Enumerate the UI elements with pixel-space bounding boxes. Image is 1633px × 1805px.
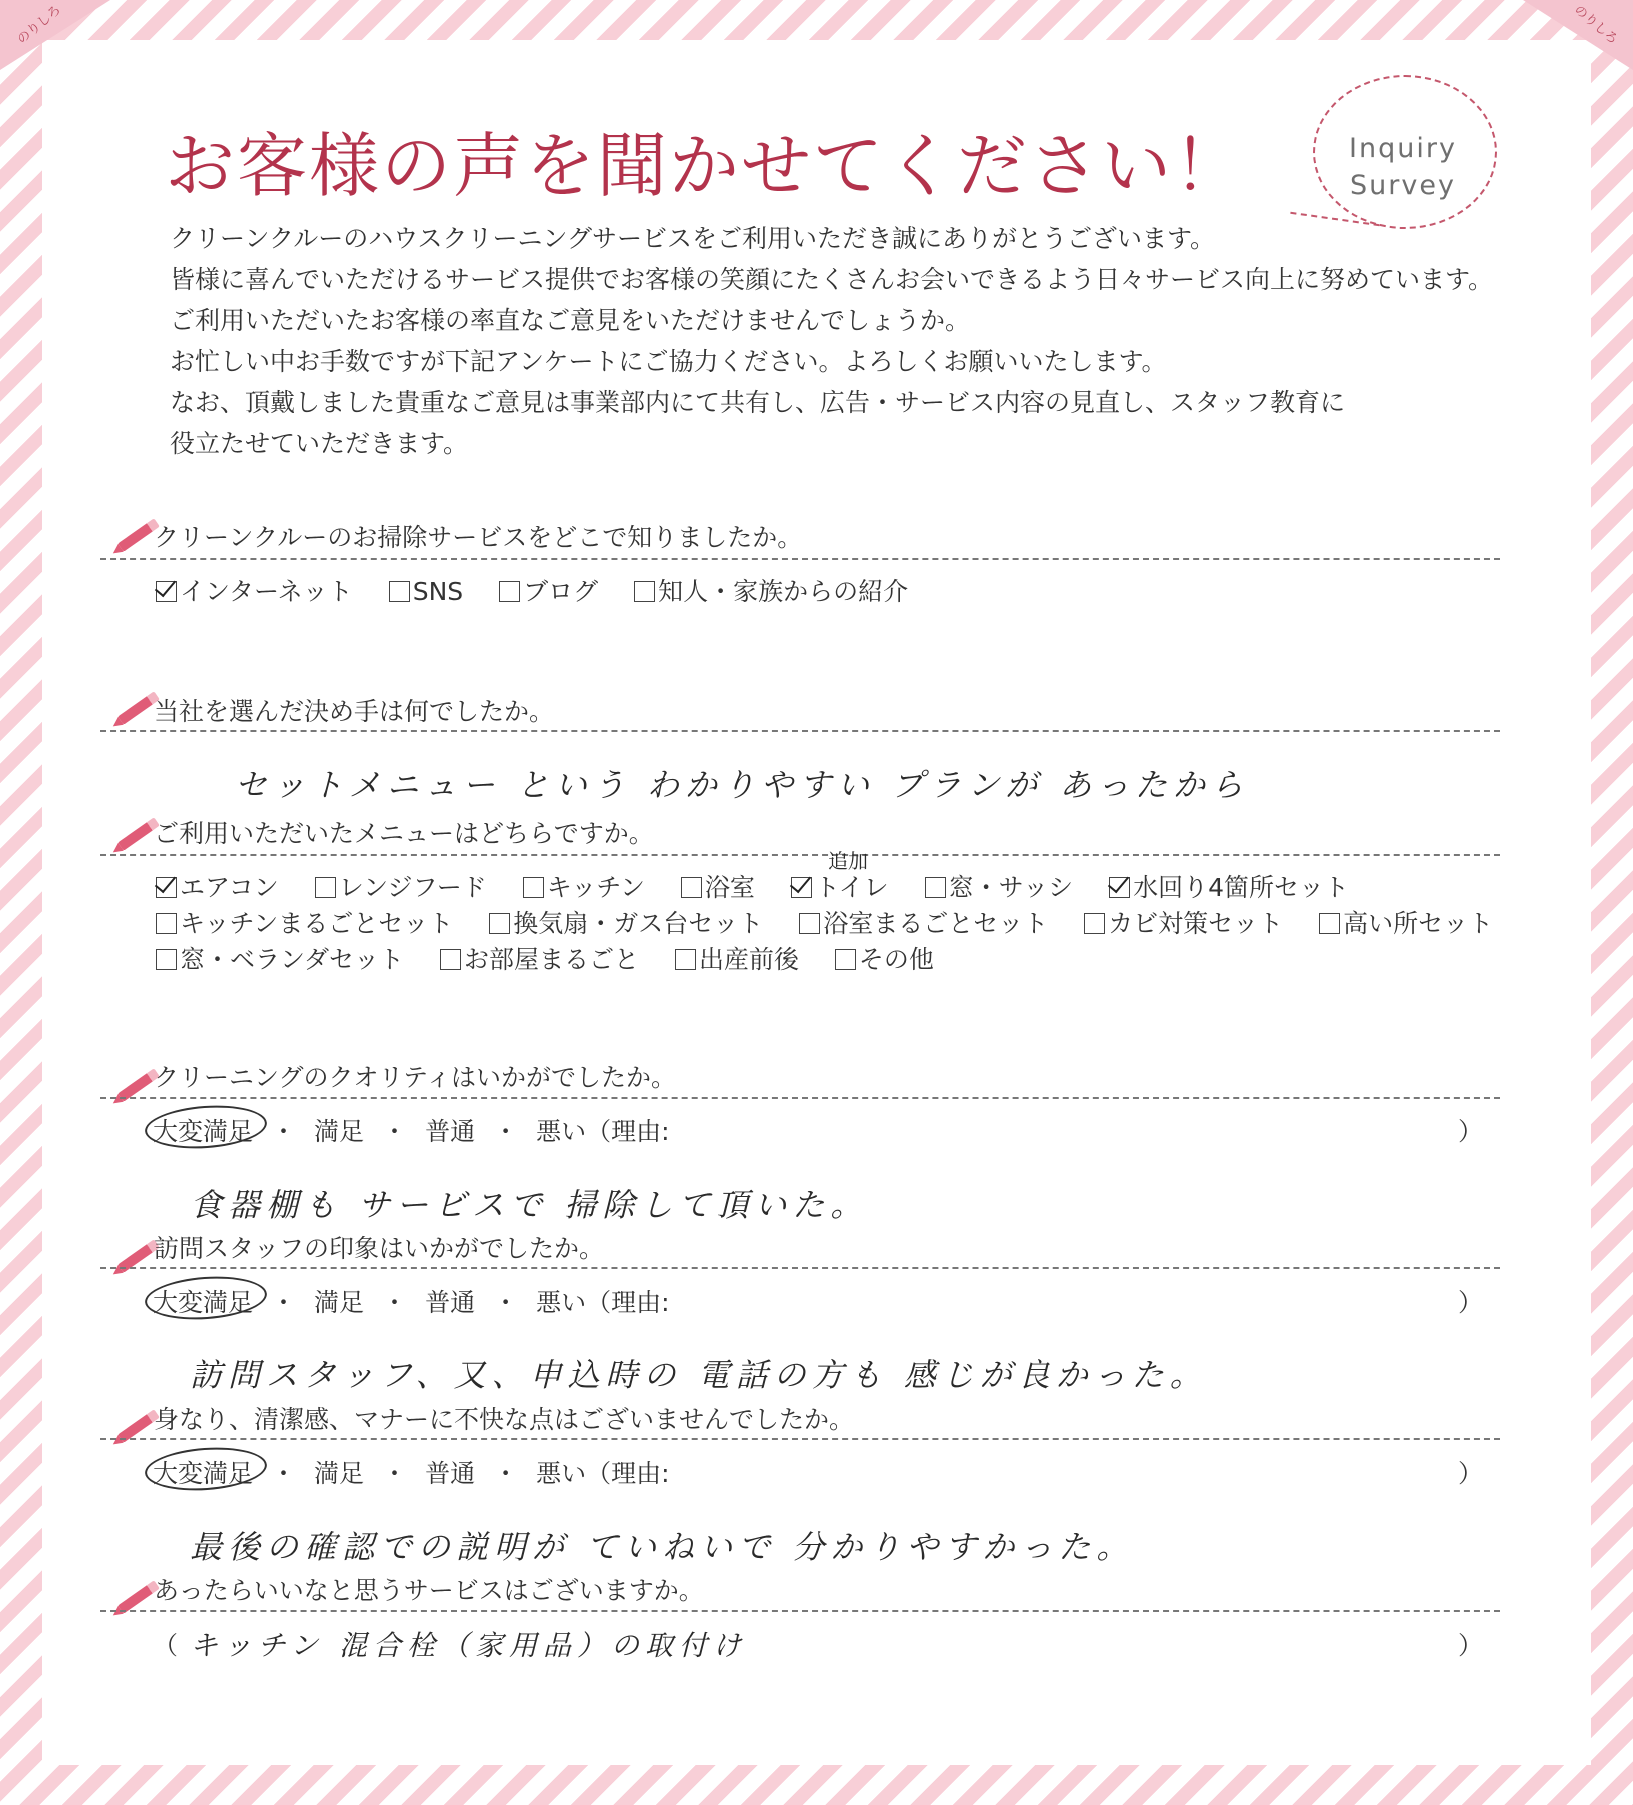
survey-badge — [1318, 130, 1488, 204]
divider — [100, 730, 1500, 732]
rating-normal[interactable] — [425, 1454, 475, 1490]
option-label: トイレ — [814, 873, 889, 902]
checkbox-icon[interactable] — [523, 877, 544, 898]
checkbox-icon[interactable] — [799, 913, 820, 934]
separator: ・ — [493, 1117, 519, 1146]
checkbox-icon[interactable] — [681, 877, 702, 898]
rating-row-5 — [153, 1283, 1483, 1319]
rating-label: 大変満足 — [153, 1288, 254, 1317]
option-kitchen[interactable] — [523, 868, 645, 904]
divider — [100, 558, 1500, 560]
question-6: 身なり、清潔感、マナーに不快な点はございませんでしたか。 — [154, 1405, 855, 1434]
rating-bad[interactable] — [536, 1283, 669, 1319]
separator: ・ — [382, 1117, 408, 1146]
separator: ・ — [271, 1288, 297, 1317]
checkbox-icon[interactable] — [1319, 913, 1340, 934]
q3-options-row3 — [156, 940, 962, 976]
rating-very-satisfied[interactable] — [153, 1454, 253, 1490]
option-label: インターネット — [180, 577, 353, 606]
option-label: カビ対策セット — [1108, 909, 1284, 938]
rating-satisfied[interactable] — [314, 1283, 364, 1319]
option-high-place-set[interactable] — [1319, 904, 1493, 940]
handwritten-note: 追加 — [828, 849, 868, 873]
option-room[interactable] — [440, 940, 639, 976]
rating-label: 悪い（理由: — [536, 1459, 670, 1488]
checkbox-icon[interactable] — [489, 913, 510, 934]
option-label: 浴室まるごとセット — [823, 909, 1049, 938]
option-label: エアコン — [180, 873, 279, 902]
rating-label: 満足 — [314, 1117, 365, 1146]
rating-row-4 — [153, 1112, 1483, 1148]
rating-very-satisfied[interactable] — [153, 1283, 253, 1319]
q3-options-row2 — [156, 904, 1521, 940]
handwritten-answer-5: 訪問スタッフ、又、申込時の 電話の方も 感じが良かった。 — [190, 1356, 1208, 1394]
option-window-sash[interactable] — [925, 868, 1074, 904]
checkbox-checked-icon[interactable] — [791, 877, 812, 898]
question-4: クリーニングのクオリティはいかがでしたか。 — [154, 1063, 677, 1092]
rating-label: 満足 — [314, 1288, 365, 1317]
checkbox-checked-icon[interactable] — [1109, 877, 1130, 898]
option-bath-set[interactable] — [799, 904, 1048, 940]
option-label: キッチンまるごとセット — [180, 909, 454, 938]
open-paren: （ — [153, 1631, 179, 1660]
divider — [100, 1438, 1500, 1440]
checkbox-icon[interactable] — [156, 949, 177, 970]
option-childbirth[interactable] — [675, 940, 799, 976]
corner-label-right: のりしろ — [1570, 2, 1621, 48]
question-2: 当社を選んだ決め手は何でしたか。 — [154, 697, 555, 726]
option-blog[interactable] — [499, 572, 598, 608]
checkbox-icon[interactable] — [634, 581, 655, 602]
rating-label: 大変満足 — [153, 1459, 254, 1488]
option-sns[interactable] — [389, 577, 463, 606]
question-5: 訪問スタッフの印象はいかがでしたか。 — [154, 1234, 605, 1263]
close-paren: ） — [1457, 1288, 1483, 1317]
checkbox-icon[interactable] — [835, 949, 856, 970]
rating-label: 普通 — [425, 1117, 476, 1146]
option-rangehood[interactable] — [315, 868, 487, 904]
question-1: クリーンクルーのお掃除サービスをどこで知りましたか。 — [154, 523, 803, 552]
option-label: 換気扇・ガス台セット — [513, 909, 764, 938]
checkbox-icon[interactable] — [440, 949, 461, 970]
separator: ・ — [271, 1459, 297, 1488]
option-aircon[interactable] — [156, 868, 279, 904]
close-paren: ） — [1457, 1631, 1483, 1660]
intro-text — [170, 218, 1493, 464]
intro-line: お忙しい中お手数ですが下記アンケートにご協力ください。よろしくお願いいたします。 — [170, 347, 1167, 376]
separator: ・ — [271, 1117, 297, 1146]
divider — [100, 1610, 1500, 1612]
handwritten-answer-2: セットメニュー という わかりやすい プランが あったから — [235, 766, 1250, 804]
close-paren: ） — [1457, 1117, 1483, 1146]
checkbox-icon[interactable] — [499, 581, 520, 602]
option-label: お部屋まるごと — [463, 945, 639, 974]
checkbox-icon[interactable] — [1084, 913, 1105, 934]
option-label: 窓・ベランダセット — [180, 945, 405, 974]
q3-options-row1 — [156, 868, 1377, 904]
option-kitchen-set[interactable] — [156, 904, 453, 940]
page-title: お客様の声を聞かせてください！ — [165, 125, 1245, 207]
option-fan-gas-set[interactable] — [489, 904, 763, 940]
checkbox-icon[interactable] — [675, 949, 696, 970]
option-label: 窓・サッシ — [948, 873, 1074, 902]
checkbox-icon[interactable] — [389, 581, 410, 602]
rating-bad[interactable] — [536, 1454, 669, 1490]
checkbox-checked-icon[interactable] — [156, 581, 177, 602]
option-label: ブログ — [523, 577, 599, 606]
option-label: 高い所セット — [1343, 909, 1494, 938]
option-label: キッチン — [546, 873, 645, 902]
option-water-4set[interactable] — [1109, 868, 1349, 904]
rating-label: 満足 — [314, 1459, 365, 1488]
checkbox-icon[interactable] — [315, 877, 336, 898]
rating-normal[interactable] — [425, 1112, 475, 1148]
rating-label: 悪い（理由: — [536, 1288, 670, 1317]
divider — [100, 1267, 1500, 1269]
option-label: 浴室 — [704, 873, 755, 902]
option-referral[interactable] — [634, 572, 908, 608]
badge-line1: Inquiry — [1349, 133, 1457, 164]
rating-very-satisfied[interactable] — [153, 1112, 253, 1148]
intro-line: 役立たせていただきます。 — [170, 429, 469, 458]
rating-satisfied[interactable] — [314, 1112, 364, 1148]
corner-label-left: のりしろ — [14, 2, 65, 48]
option-other[interactable] — [835, 940, 934, 976]
handwritten-answer-7: キッチン 混合栓（家用品）の取付け — [190, 1629, 747, 1662]
intro-line: ご利用いただいたお客様の率直なご意見をいただけませんでしょうか。 — [170, 306, 971, 335]
separator: ・ — [382, 1459, 408, 1488]
rating-row-6 — [153, 1454, 1483, 1490]
handwritten-answer-4: 食器棚も サービスで 掃除して頂いた。 — [190, 1186, 869, 1224]
question-7: あったらいいなと思うサービスはございますか。 — [154, 1576, 704, 1605]
separator: ・ — [382, 1288, 408, 1317]
option-internet[interactable] — [156, 572, 353, 608]
checkbox-checked-icon[interactable] — [156, 877, 177, 898]
separator: ・ — [493, 1288, 519, 1317]
divider — [100, 854, 1500, 856]
option-label: 知人・家族からの紹介 — [658, 577, 909, 606]
rating-label: 普通 — [425, 1459, 476, 1488]
intro-line: なお、頂戴しました貴重なご意見は事業部内にて共有し、広告・サービス内容の見直し、スタッフ教育に — [170, 388, 1346, 417]
corner-tab-left — [0, 0, 120, 80]
question-3: ご利用いただいたメニューはどちらですか。 — [154, 819, 654, 848]
divider — [100, 1097, 1500, 1099]
checkbox-icon[interactable] — [925, 877, 946, 898]
option-bathroom[interactable] — [681, 868, 755, 904]
corner-tab-right — [1513, 0, 1633, 80]
rating-normal[interactable] — [425, 1283, 475, 1319]
option-label: 出産前後 — [698, 945, 799, 974]
intro-line: 皆様に喜んでいただけるサービス提供でお客様の笑顔にたくさんお会いできるよう日々サービス向上に努めています。 — [170, 265, 1494, 294]
option-label: SNS — [412, 577, 464, 606]
option-label: その他 — [858, 945, 934, 974]
rating-label: 普通 — [425, 1288, 476, 1317]
rating-label: 大変満足 — [153, 1117, 254, 1146]
option-label: 水回り4箇所セット — [1133, 873, 1349, 902]
checkbox-icon[interactable] — [156, 913, 177, 934]
rating-label: 悪い（理由: — [536, 1117, 670, 1146]
q1-options — [156, 572, 936, 608]
rating-satisfied[interactable] — [314, 1454, 364, 1490]
rating-bad[interactable] — [536, 1112, 669, 1148]
handwritten-answer-6: 最後の確認での説明が ていねいで 分かりやすかった。 — [190, 1528, 1135, 1566]
option-toilet[interactable] — [791, 868, 889, 904]
option-window-veranda-set[interactable] — [156, 940, 404, 976]
option-mold-set[interactable] — [1084, 904, 1283, 940]
separator: ・ — [493, 1459, 519, 1488]
badge-line2: Survey — [1350, 170, 1456, 201]
close-paren: ） — [1457, 1459, 1483, 1488]
intro-line: クリーンクルーのハウスクリーニングサービスをご利用いただき誠にありがとうございます。 — [170, 224, 1216, 253]
option-label: レンジフード — [338, 873, 487, 902]
